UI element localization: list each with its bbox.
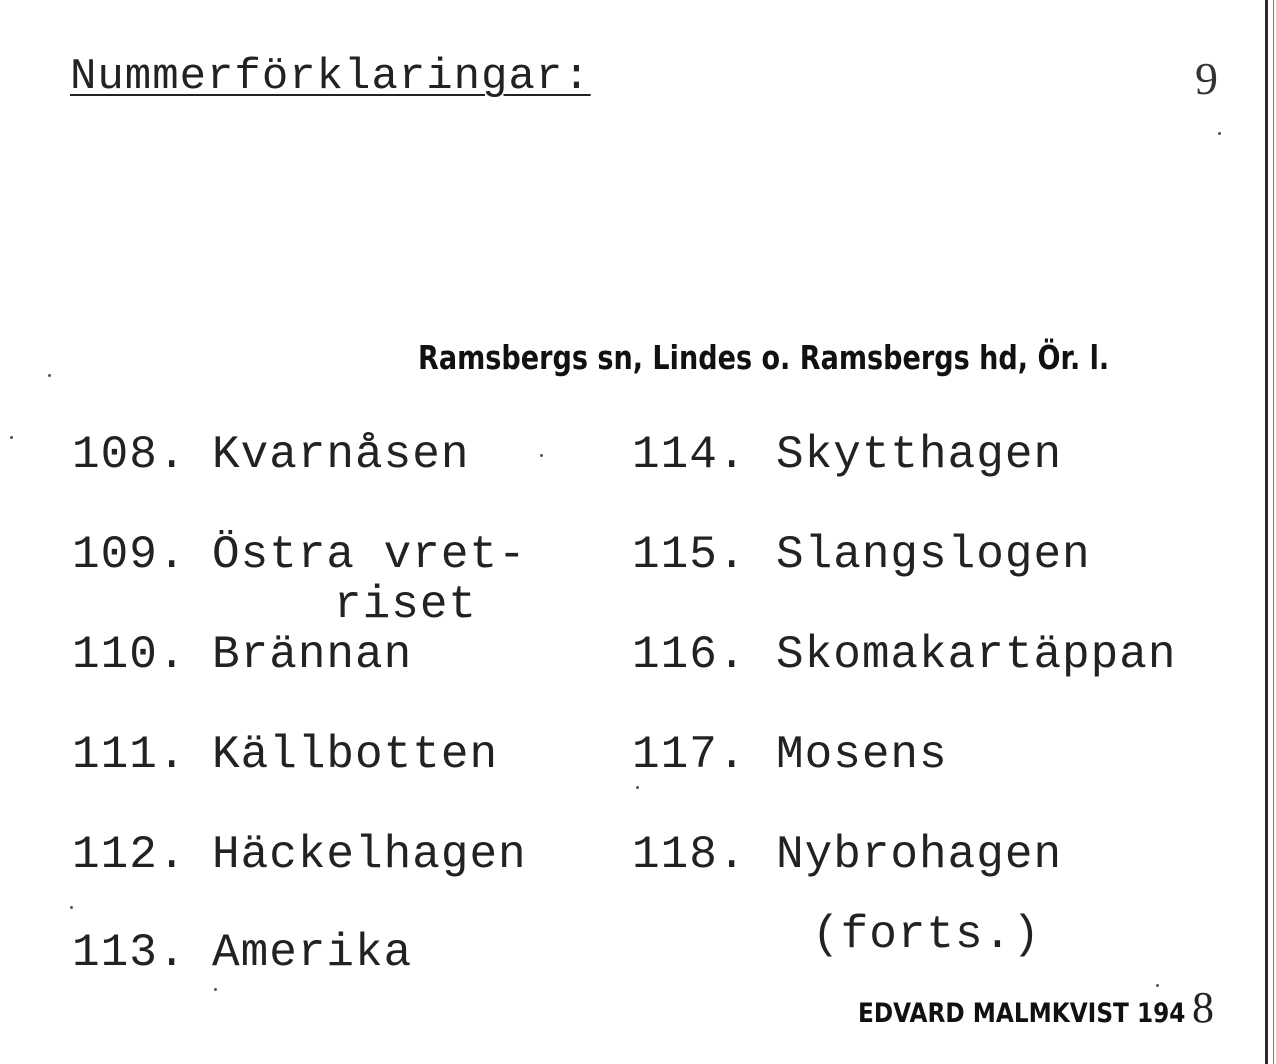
scan-speck (1156, 984, 1159, 987)
entry-number: 117. (632, 729, 747, 781)
entry-name: Skomakartäppan (776, 629, 1177, 681)
entry-number: 115. (632, 529, 747, 581)
scan-speck (1218, 132, 1221, 135)
card-heading: Nummerförklaringar: (70, 52, 591, 102)
entry-number: 118. (632, 829, 747, 881)
scan-speck (540, 454, 543, 457)
scan-speck (10, 436, 13, 439)
entry-name-continued: riset (334, 579, 478, 631)
scan-speck (636, 786, 639, 789)
entry-name: Kvarnåsen (212, 429, 470, 481)
entry-number: 112. (72, 829, 187, 881)
entry-number: 109. (72, 529, 187, 581)
entry-name: Häckelhagen (212, 829, 527, 881)
entry-name: Nybrohagen (776, 829, 1063, 881)
entry-name: Brännan (212, 629, 413, 681)
entry-name: Källbotten (212, 729, 499, 781)
entry-name: Skytthagen (776, 429, 1063, 481)
year-digit: 8 (1192, 983, 1214, 1032)
entry-name: Amerika (212, 927, 413, 979)
entry-number: 111. (72, 729, 187, 781)
scan-speck (48, 374, 51, 377)
entry-name: Mosens (776, 729, 948, 781)
entry-number: 110. (72, 629, 187, 681)
entry-number: 113. (72, 927, 187, 979)
entry-name: Östra vret- (212, 529, 527, 581)
entry-name: Slangslogen (776, 529, 1091, 581)
publisher-stamp: EDVARD MALMKVIST 194 (858, 998, 1186, 1029)
card-edge-outer (1273, 0, 1274, 1064)
card-edge (1265, 0, 1268, 1064)
entry-number: 116. (632, 629, 747, 681)
entry-number: 108. (72, 429, 187, 481)
location-stamp: Ramsbergs sn, Lindes o. Ramsbergs hd, Ör. l. (418, 338, 1110, 377)
scan-speck (70, 906, 73, 909)
scan-speck (214, 988, 217, 991)
continuation-note: (forts.) (812, 909, 1041, 961)
page-number: 9 (1195, 53, 1218, 104)
entry-number: 114. (632, 429, 747, 481)
